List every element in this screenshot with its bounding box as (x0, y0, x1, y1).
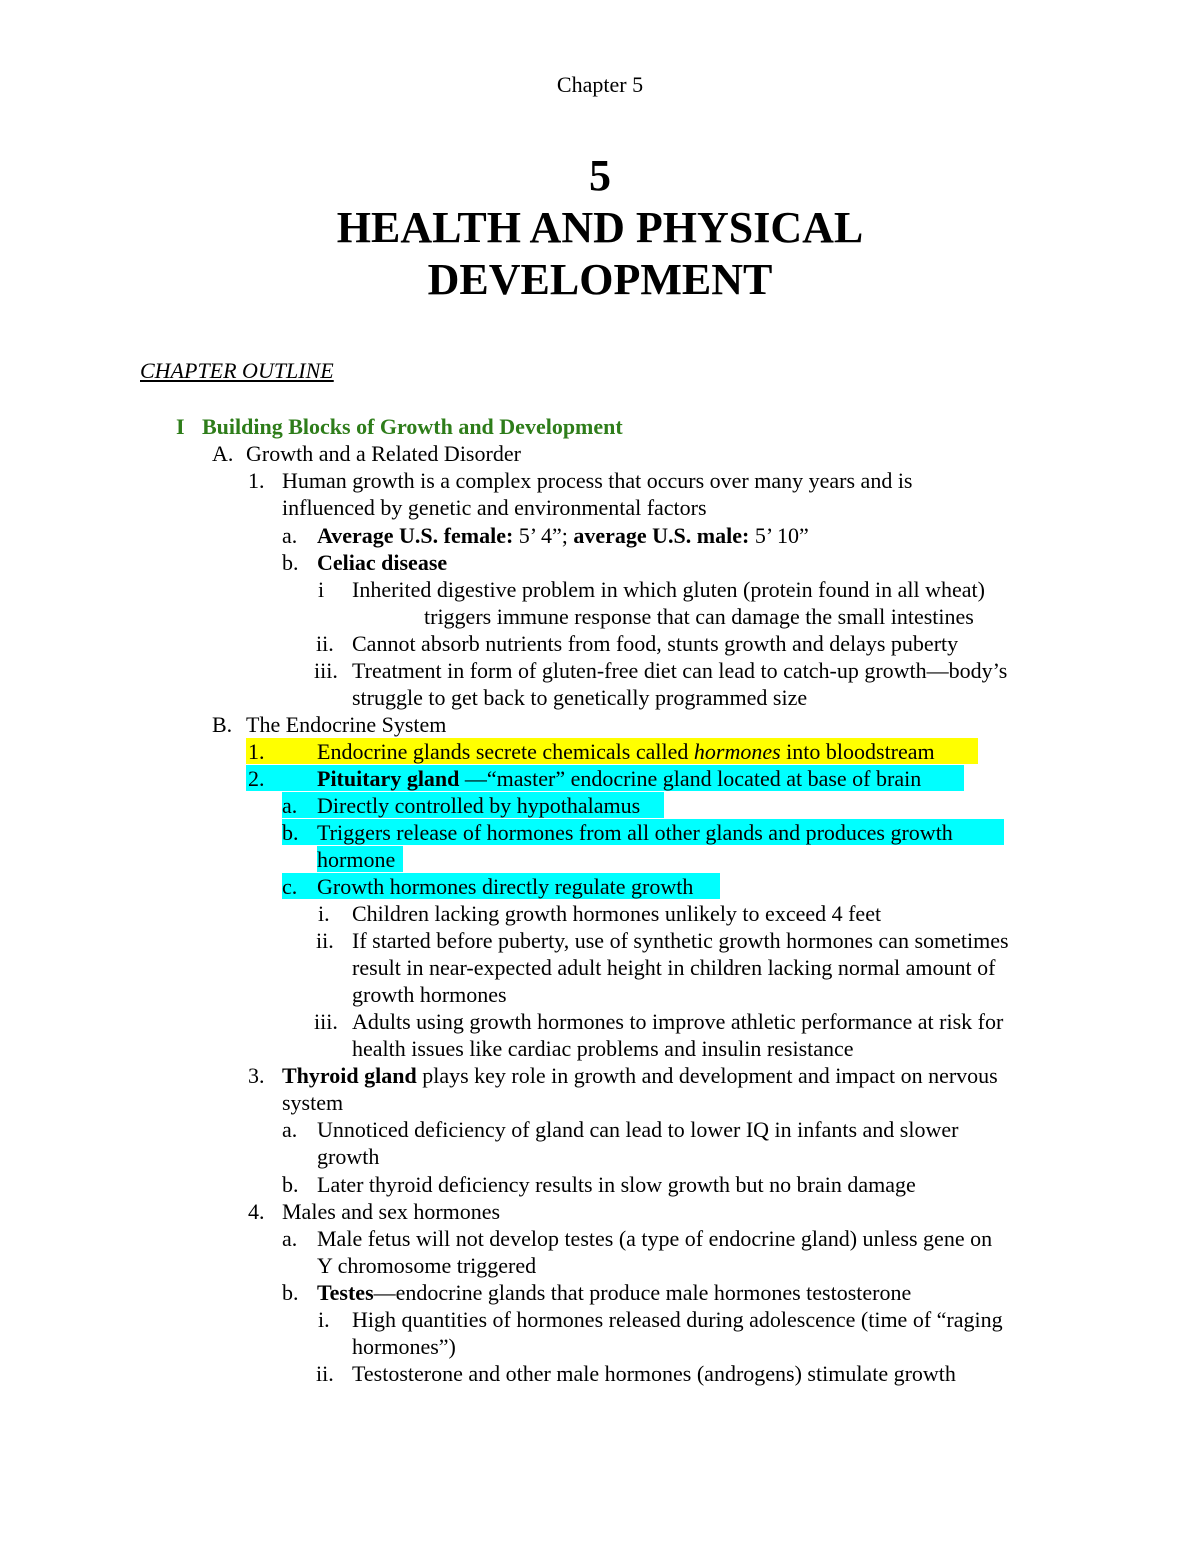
section-title: Building Blocks of Growth and Development (202, 414, 623, 439)
outline-text-continued: influenced by genetic and environmental factors (282, 495, 707, 520)
outline-text-continued: triggers immune response that can damage the small intestines (424, 604, 974, 629)
outline-text: Celiac disease (317, 550, 448, 575)
outline-text (317, 1279, 911, 1306)
chapter-title-line2: DEVELOPMENT (427, 255, 773, 304)
outline-marker: 2. (248, 766, 265, 791)
outline-marker: A. (212, 441, 234, 466)
outline-marker: c. (282, 874, 298, 899)
outline-marker: 3. (248, 1063, 265, 1088)
outline-marker: ii. (316, 1361, 334, 1386)
outline-text: Male fetus will not develop testes (a type of endocrine gland) unless gene on (317, 1226, 993, 1251)
outline-text-continued: system (282, 1090, 344, 1115)
outline-text-continued: growth (317, 1144, 380, 1169)
outline-marker: iii. (314, 658, 338, 683)
outline-marker: ii. (316, 928, 334, 953)
outline-text: Treatment in form of gluten-free diet can lead to catch-up growth—body’s (352, 658, 1008, 683)
outline-marker: 4. (248, 1199, 265, 1224)
female-height-label: Average U.S. female: (317, 523, 514, 548)
outline-text: Males and sex hormones (282, 1199, 501, 1224)
outline-text: Triggers release of hormones from all other glands and produces growth (317, 820, 953, 845)
outline-text: If started before puberty, use of synthetic growth hormones can sometimes (352, 928, 1009, 953)
outline-text: Growth and a Related Disorder (246, 441, 521, 466)
outline-text: Adults using growth hormones to improve athletic performance at risk for (352, 1009, 1004, 1034)
outline-text: Directly controlled by hypothalamus (317, 793, 641, 818)
hormones-term: hormones (693, 739, 781, 764)
outline-text (317, 765, 921, 792)
outline-marker: i (318, 577, 325, 602)
chapter-outline-label: CHAPTER OUTLINE (140, 358, 334, 383)
outline-text-continued: health issues like cardiac problems and insulin resistance (352, 1036, 854, 1061)
male-height-value: 5’ 10” (749, 523, 809, 548)
outline-text-part: —endocrine glands that produce male hormones testosterone (373, 1280, 912, 1305)
outline-marker: iii. (314, 1009, 338, 1034)
outline-text: Growth hormones directly regulate growth (317, 874, 694, 899)
outline-text-continued: growth hormones (352, 982, 507, 1007)
outline-text: Inherited digestive problem in which gluten (protein found in all wheat) (352, 577, 985, 602)
pituitary-gland-term: Pituitary gland (317, 766, 460, 791)
outline-text-part: into bloodstream (780, 739, 935, 764)
outline-marker: 1. (248, 739, 265, 764)
outline-item-B1 (246, 738, 978, 764)
outline-marker: b. (282, 820, 299, 845)
outline-item-B2a (282, 792, 664, 818)
thyroid-gland-term: Thyroid gland (282, 1063, 417, 1088)
outline-text (282, 1062, 998, 1089)
outline-marker: 1. (248, 468, 265, 493)
outline-text-part: Endocrine glands secrete chemicals called (317, 739, 694, 764)
testes-term: Testes (317, 1280, 374, 1305)
outline-text-part: —“master” endocrine gland located at base of brain (459, 766, 922, 791)
outline-item-B2c (282, 873, 720, 899)
outline-text: Unnoticed deficiency of gland can lead to lower IQ in infants and slower (317, 1117, 959, 1142)
outline-marker: i. (318, 1307, 330, 1332)
outline-text-continued: result in near-expected adult height in children lacking normal amount of (352, 955, 996, 980)
outline-text-continued: hormones”) (352, 1334, 456, 1359)
outline-text: The Endocrine System (246, 712, 447, 737)
outline-marker: a. (282, 523, 298, 548)
outline-marker: ii. (316, 631, 334, 656)
outline-text-part: plays key role in growth and development and impact on nervous (416, 1063, 998, 1088)
chapter-title-line1: HEALTH AND PHYSICAL (336, 203, 864, 252)
outline-text: Children lacking growth hormones unlikely to exceed 4 feet (352, 901, 882, 926)
outline-text: Later thyroid deficiency results in slow growth but no brain damage (317, 1172, 916, 1197)
outline-marker: a. (282, 793, 298, 818)
male-height-label: average U.S. male: (573, 523, 750, 548)
outline-item-B2 (246, 765, 964, 791)
outline-text-continued: Y chromosome triggered (317, 1253, 537, 1278)
outline-marker: a. (282, 1226, 298, 1251)
chapter-number: 5 (589, 151, 611, 200)
outline-text: Cannot absorb nutrients from food, stunts growth and delays puberty (352, 631, 959, 656)
outline-text (317, 738, 935, 765)
outline-marker: a. (282, 1117, 298, 1142)
outline-text-continued: hormone (317, 846, 403, 872)
section-marker: I (176, 414, 185, 439)
outline-marker: b. (282, 550, 299, 575)
outline-text: Human growth is a complex process that occurs over many years and is (282, 468, 913, 493)
outline-marker: B. (212, 712, 233, 737)
outline-text-continued: struggle to get back to genetically programmed size (352, 685, 808, 710)
outline-marker: b. (282, 1172, 299, 1197)
outline-marker: i. (318, 901, 330, 926)
outline-item-B2b (282, 819, 1004, 845)
outline-text (317, 522, 809, 549)
outline-text: High quantities of hormones released during adolescence (time of “raging (352, 1307, 1003, 1332)
outline-marker: b. (282, 1280, 299, 1305)
female-height-value: 5’ 4”; (513, 523, 574, 548)
page-header: Chapter 5 (556, 72, 644, 97)
outline-text: Testosterone and other male hormones (androgens) stimulate growth (352, 1361, 956, 1386)
